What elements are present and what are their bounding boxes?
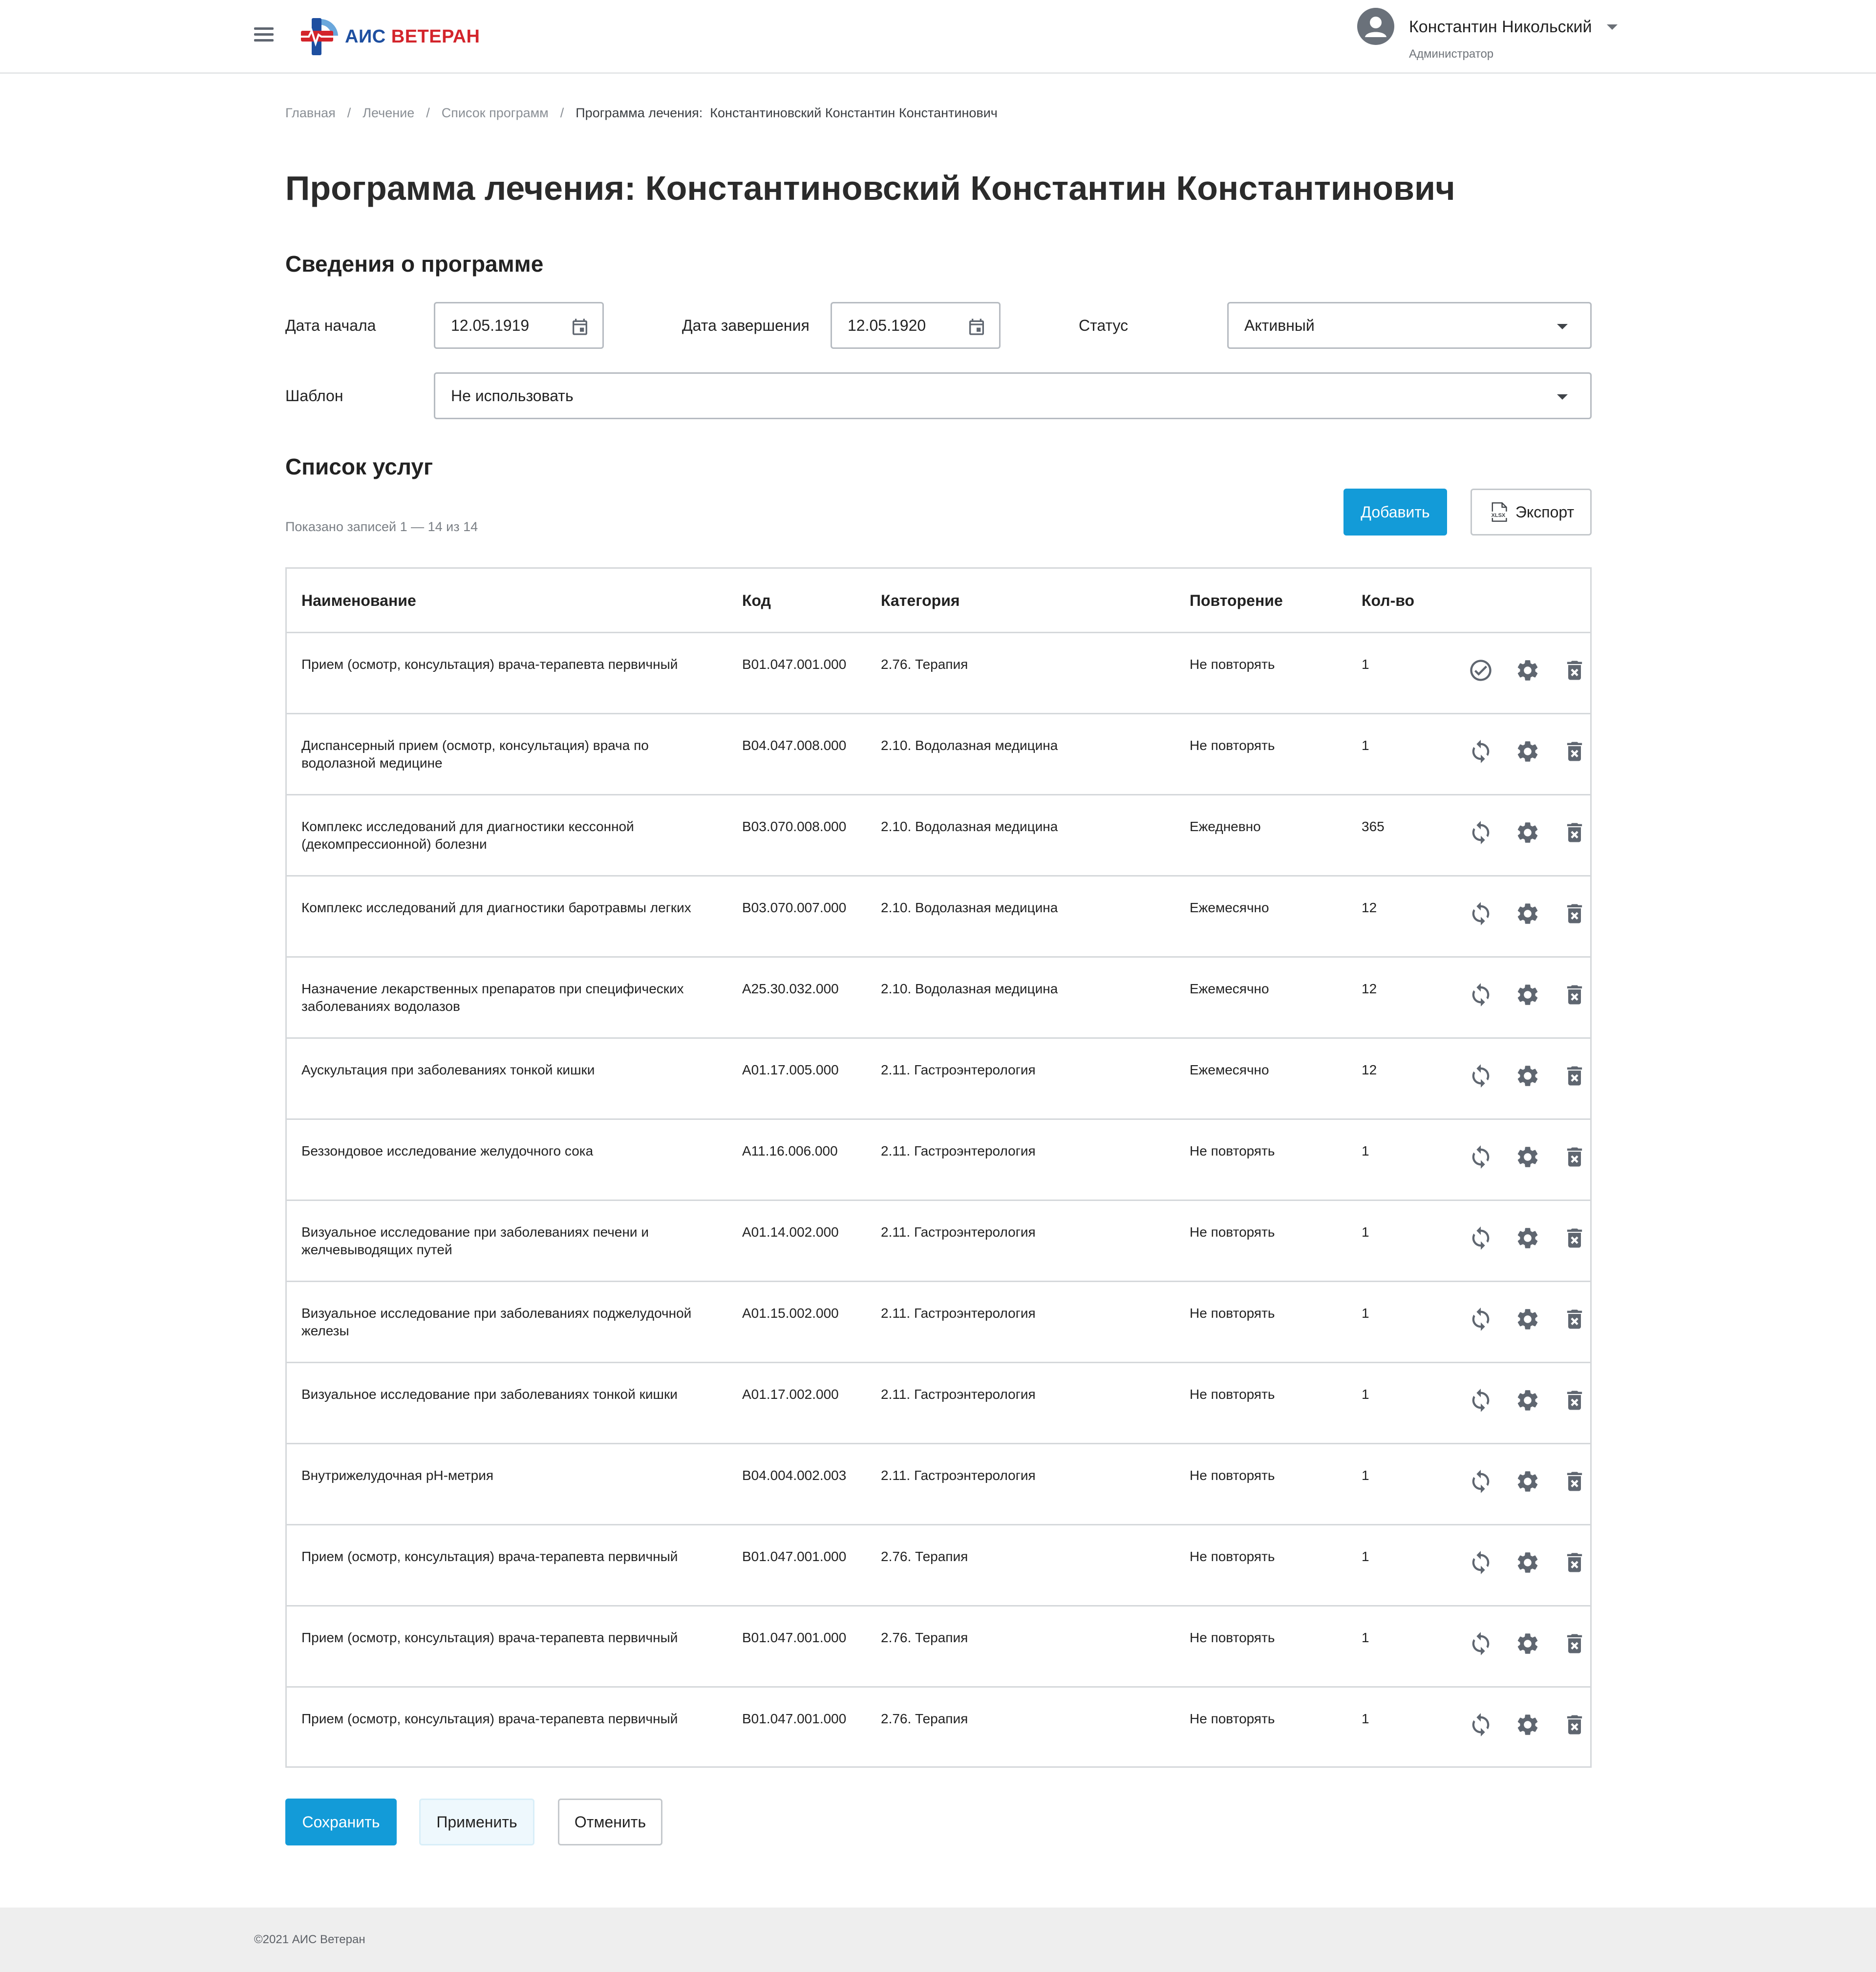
user-menu[interactable] — [1357, 8, 1618, 62]
gear-icon[interactable] — [1515, 820, 1540, 845]
table-row — [287, 1688, 1590, 1769]
start-date-value: 12.05.1919 — [451, 316, 530, 334]
service-code: B01.047.001.000 — [742, 1630, 847, 1645]
column-header-repeat[interactable]: Повторение — [1190, 592, 1283, 609]
service-category: 2.76. Терапия — [881, 1711, 968, 1726]
service-quantity: 1 — [1362, 1630, 1369, 1645]
service-repeat: Не повторять — [1190, 1143, 1275, 1158]
service-code: B04.004.002.003 — [742, 1468, 847, 1483]
table-row — [287, 877, 1590, 958]
column-header-category[interactable]: Категория — [881, 592, 960, 609]
apply-button[interactable]: Применить — [419, 1799, 534, 1845]
gear-icon[interactable] — [1515, 1550, 1540, 1575]
sync-icon[interactable] — [1468, 820, 1493, 845]
table-row — [287, 714, 1590, 795]
service-name: Назначение лекарственных препаратов при специфических заболеваниях водолазов — [301, 981, 684, 1014]
cancel-button[interactable]: Отменить — [558, 1799, 662, 1845]
service-code: A01.17.005.000 — [742, 1062, 839, 1077]
service-repeat: Не повторять — [1190, 1549, 1275, 1564]
service-repeat: Не повторять — [1190, 1306, 1275, 1321]
service-quantity: 1 — [1362, 657, 1369, 672]
service-quantity: 1 — [1362, 1306, 1369, 1321]
records-count: Показано записей 1 — 14 из 14 — [285, 519, 478, 534]
trash-icon[interactable] — [1562, 1469, 1587, 1494]
service-repeat: Не повторять — [1190, 1224, 1275, 1240]
table-row — [287, 795, 1590, 877]
start-date-field[interactable] — [434, 302, 604, 349]
service-quantity: 1 — [1362, 1468, 1369, 1483]
gear-icon[interactable] — [1515, 1063, 1540, 1089]
svg-text:XLSX: XLSX — [1491, 512, 1506, 518]
service-category: 2.11. Гастроэнтерология — [881, 1387, 1036, 1402]
sync-icon[interactable] — [1468, 901, 1493, 926]
trash-icon[interactable] — [1562, 1712, 1587, 1737]
service-name: Прием (осмотр, консультация) врача-терапевта первичный — [301, 1711, 678, 1726]
logo-text: АИС ВЕТЕРАН — [345, 26, 480, 47]
table-row — [287, 1607, 1590, 1688]
export-label: Экспорт — [1515, 503, 1575, 521]
gear-icon[interactable] — [1515, 982, 1540, 1007]
sync-icon[interactable] — [1468, 1469, 1493, 1494]
check-circle-icon[interactable] — [1468, 658, 1493, 683]
gear-icon[interactable] — [1515, 1712, 1540, 1737]
menu-icon[interactable] — [254, 27, 274, 42]
trash-icon[interactable] — [1562, 1225, 1587, 1251]
service-code: B01.047.001.000 — [742, 657, 847, 672]
table-header — [287, 569, 1590, 633]
start-date-label: Дата начала — [285, 317, 376, 334]
trash-icon[interactable] — [1562, 1550, 1587, 1575]
breadcrumb-current: Программа лечения: Константиновский Константин Константинович — [576, 106, 998, 120]
column-header-code[interactable]: Код — [742, 592, 771, 609]
sync-icon[interactable] — [1468, 1144, 1493, 1170]
trash-icon[interactable] — [1562, 1631, 1587, 1656]
end-date-field[interactable] — [831, 302, 1001, 349]
table-row — [287, 1039, 1590, 1120]
trash-icon[interactable] — [1562, 658, 1587, 683]
service-category: 2.76. Терапия — [881, 1630, 968, 1645]
services-table — [285, 567, 1592, 1768]
service-category: 2.76. Терапия — [881, 1549, 968, 1564]
table-row — [287, 1282, 1590, 1363]
service-code: A01.15.002.000 — [742, 1306, 839, 1321]
sync-icon[interactable] — [1468, 1631, 1493, 1656]
service-category: 2.10. Водолазная медицина — [881, 738, 1058, 753]
trash-icon[interactable] — [1562, 1144, 1587, 1170]
service-repeat: Ежемесячно — [1190, 981, 1269, 996]
service-code: B03.070.007.000 — [742, 900, 847, 915]
breadcrumb-home[interactable]: Главная — [285, 106, 336, 120]
end-date-value: 12.05.1920 — [848, 316, 926, 334]
sync-icon[interactable] — [1468, 1712, 1493, 1737]
table-row — [287, 1444, 1590, 1525]
service-quantity: 1 — [1362, 1224, 1369, 1240]
table-row — [287, 958, 1590, 1039]
template-label: Шаблон — [285, 387, 343, 405]
breadcrumb-treatment[interactable]: Лечение — [362, 106, 415, 120]
gear-icon[interactable] — [1515, 901, 1540, 926]
service-quantity: 12 — [1362, 900, 1377, 915]
service-code: A01.17.002.000 — [742, 1387, 839, 1402]
service-repeat: Ежемесячно — [1190, 1062, 1269, 1077]
service-quantity: 1 — [1362, 1711, 1369, 1726]
table-row — [287, 1120, 1590, 1201]
status-label: Статус — [1079, 317, 1129, 334]
service-name: Визуальное исследование при заболеваниях поджелудочной железы — [301, 1306, 692, 1338]
service-repeat: Не повторять — [1190, 657, 1275, 672]
gear-icon[interactable] — [1515, 1469, 1540, 1494]
service-quantity: 12 — [1362, 1062, 1377, 1077]
service-quantity: 1 — [1362, 1143, 1369, 1158]
export-button[interactable] — [1471, 489, 1592, 536]
status-value: Активный — [1244, 316, 1315, 334]
service-quantity: 12 — [1362, 981, 1377, 996]
gear-icon[interactable] — [1515, 1225, 1540, 1251]
chevron-down-icon — [1557, 394, 1568, 400]
save-button[interactable]: Сохранить — [285, 1799, 397, 1845]
service-code: B01.047.001.000 — [742, 1711, 847, 1726]
chevron-down-icon — [1607, 24, 1618, 30]
service-name: Визуальное исследование при заболеваниях печени и желчевыводящих путей — [301, 1224, 649, 1257]
gear-icon[interactable] — [1515, 1388, 1540, 1413]
service-name: Комплекс исследований для диагностики кессонной (декомпрессионной) болезни — [301, 819, 634, 852]
breadcrumb-programs-list[interactable]: Список программ — [441, 106, 549, 120]
sync-icon[interactable] — [1468, 739, 1493, 764]
service-category: 2.11. Гастроэнтерология — [881, 1062, 1036, 1077]
trash-icon[interactable] — [1562, 901, 1587, 926]
page-title: Программа лечения: Константиновский Константин Константинович — [285, 169, 1455, 207]
trash-icon[interactable] — [1562, 1307, 1587, 1332]
sync-icon[interactable] — [1468, 1063, 1493, 1089]
column-header-quantity[interactable]: Кол-во — [1362, 592, 1415, 609]
sync-icon[interactable] — [1468, 982, 1493, 1007]
service-name: Комплекс исследований для диагностики баротравмы легких — [301, 900, 691, 915]
sync-icon[interactable] — [1468, 1388, 1493, 1413]
service-quantity: 1 — [1362, 738, 1369, 753]
service-category: 2.10. Водолазная медицина — [881, 981, 1058, 996]
service-quantity: 365 — [1362, 819, 1385, 834]
service-name: Диспансерный прием (осмотр, консультация) врача по водолазной медицине — [301, 738, 649, 771]
service-code: B03.070.008.000 — [742, 819, 847, 834]
end-date-label: Дата завершения — [682, 317, 810, 334]
service-repeat: Не повторять — [1190, 1387, 1275, 1402]
trash-icon[interactable] — [1562, 820, 1587, 845]
service-category: 2.10. Водолазная медицина — [881, 819, 1058, 834]
gear-icon[interactable] — [1515, 658, 1540, 683]
service-category: 2.11. Гастроэнтерология — [881, 1468, 1036, 1483]
service-repeat: Не повторять — [1190, 1468, 1275, 1483]
service-code: B04.047.008.000 — [742, 738, 847, 753]
service-name: Беззондовое исследование желудочного сока — [301, 1143, 594, 1158]
service-category: 2.11. Гастроэнтерология — [881, 1143, 1036, 1158]
service-repeat: Ежедневно — [1190, 819, 1261, 834]
add-button[interactable]: Добавить — [1343, 489, 1447, 536]
service-name: Прием (осмотр, консультация) врача-терапевта первичный — [301, 1630, 678, 1645]
service-name: Аускультация при заболеваниях тонкой кишки — [301, 1062, 595, 1077]
copyright-text: ©2021 АИС Ветеран — [254, 1933, 365, 1946]
trash-icon[interactable] — [1562, 982, 1587, 1007]
table-row — [287, 1363, 1590, 1444]
status-select[interactable] — [1227, 302, 1592, 349]
calendar-icon[interactable] — [967, 317, 986, 337]
gear-icon[interactable] — [1515, 1144, 1540, 1170]
user-role: Администратор — [1409, 47, 1494, 61]
avatar-icon — [1357, 8, 1394, 45]
gear-icon[interactable] — [1515, 739, 1540, 764]
table-row — [287, 633, 1590, 714]
service-category: 2.11. Гастроэнтерология — [881, 1306, 1036, 1321]
app-logo[interactable] — [299, 15, 480, 59]
user-name: Константин Никольский — [1409, 18, 1592, 36]
service-repeat: Ежемесячно — [1190, 900, 1269, 915]
gear-icon[interactable] — [1515, 1307, 1540, 1332]
service-repeat: Не повторять — [1190, 738, 1275, 753]
template-select[interactable] — [434, 372, 1592, 419]
service-repeat: Не повторять — [1190, 1711, 1275, 1726]
sync-icon[interactable] — [1468, 1550, 1493, 1575]
trash-icon[interactable] — [1562, 1063, 1587, 1089]
trash-icon[interactable] — [1562, 739, 1587, 764]
service-code: A25.30.032.000 — [742, 981, 839, 996]
service-name: Прием (осмотр, консультация) врача-терапевта первичный — [301, 1549, 678, 1564]
service-category: 2.10. Водолазная медицина — [881, 900, 1058, 915]
services-heading: Список услуг — [285, 454, 433, 479]
table-row — [287, 1525, 1590, 1607]
service-code: A01.14.002.000 — [742, 1224, 839, 1240]
program-info-heading: Сведения о программе — [285, 251, 544, 277]
service-name: Визуальное исследование при заболеваниях тонкой кишки — [301, 1387, 678, 1402]
sync-icon[interactable] — [1468, 1307, 1493, 1332]
table-body — [287, 633, 1590, 1769]
service-name: Прием (осмотр, консультация) врача-терапевта первичный — [301, 657, 678, 672]
chevron-down-icon — [1557, 324, 1568, 329]
logo-cross-icon — [299, 16, 340, 57]
xlsx-file-icon — [1488, 501, 1510, 523]
service-name: Внутрижелудочная pH-метрия — [301, 1468, 494, 1483]
table-row — [287, 1201, 1590, 1282]
service-repeat: Не повторять — [1190, 1630, 1275, 1645]
gear-icon[interactable] — [1515, 1631, 1540, 1656]
service-code: B01.047.001.000 — [742, 1549, 847, 1564]
calendar-icon[interactable] — [570, 317, 590, 337]
service-category: 2.76. Терапия — [881, 657, 968, 672]
trash-icon[interactable] — [1562, 1388, 1587, 1413]
column-header-name[interactable]: Наименование — [301, 592, 416, 609]
service-code: A11.16.006.000 — [742, 1143, 838, 1158]
service-quantity: 1 — [1362, 1549, 1369, 1564]
footer — [0, 1908, 1876, 1972]
service-quantity: 1 — [1362, 1387, 1369, 1402]
template-value: Не использовать — [451, 386, 574, 405]
service-category: 2.11. Гастроэнтерология — [881, 1224, 1036, 1240]
breadcrumb: Главная / Лечение / Список программ / Программа лечения: Константиновский Константин Константинович — [285, 106, 998, 120]
sync-icon[interactable] — [1468, 1225, 1493, 1251]
app-header — [0, 0, 1876, 74]
